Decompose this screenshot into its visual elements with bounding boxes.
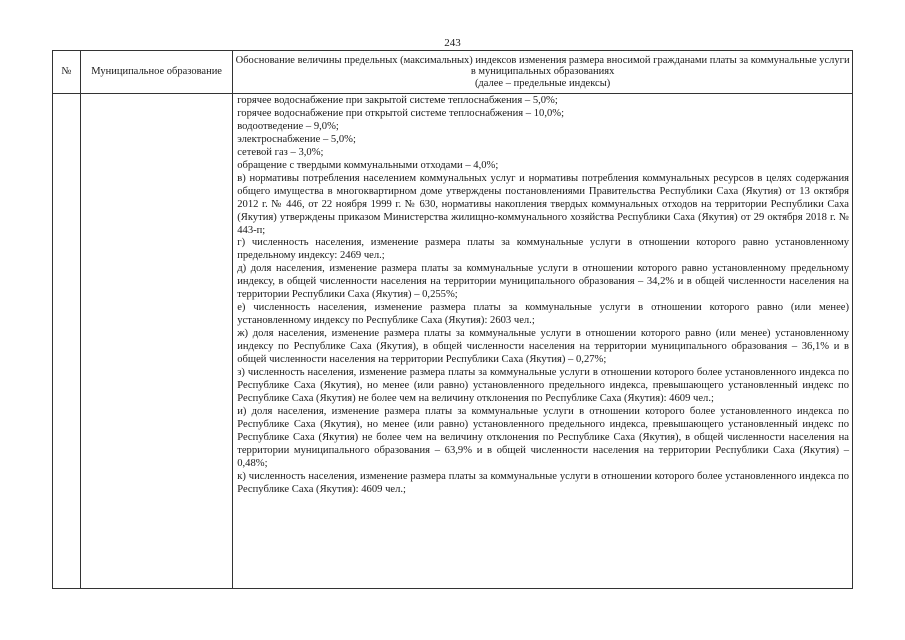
header-justification — [233, 51, 853, 94]
paragraph-e-population: е) численность населения, изменение размера платы за коммунальные услуги в отношении которого равно (или менее) установленному индексу по Республике Саха (Якутия): 2603 чел.; — [237, 302, 849, 327]
row-justification-cell — [233, 94, 853, 589]
paragraph-d-share: д) доля населения, изменение размера платы за коммунальные услуги в отношении которого равно установленному предельному индексу, в общей численности населения на территории муниципального образования – 34,2% и в общей численности населения на территории Республики Саха (Якутия) – 0,255%; — [237, 263, 849, 301]
paragraph-hot-water-closed: горячее водоснабжение при закрытой системе теплоснабжения – 5,0%; — [237, 95, 558, 106]
municipal-index-table — [52, 50, 853, 589]
row-num-cell — [53, 94, 81, 589]
paragraph-gas: сетевой газ – 3,0%; — [237, 146, 324, 158]
paragraph-wastewater: водоотведение – 9,0%; — [237, 120, 339, 132]
paragraph-z-population: з) численность населения, изменение размера платы за коммунальные услуги в отношении которого более установленного индекса по Республике Саха (Якутия), но менее (или равно) установленного предельного индекса, превышающего установленный индекс по Республике Саха (Якутия) не более чем на величину отклонения по Республике Саха (Якутия): 4609 чел.; — [237, 367, 849, 404]
paragraph-solid-waste: обращение с твердыми коммунальными отходами – 4,0%; — [237, 159, 499, 171]
page-number: 243 — [444, 37, 461, 49]
header-continuation-label: (далее – предельные индексы) — [474, 77, 611, 89]
header-municipality-label: Муниципальное образование — [91, 66, 222, 78]
row-municipality-cell — [81, 94, 233, 589]
header-justification-label: Обоснование величины предельных (максимальных) индексов изменения размера вносимой гражданами платы за коммунальные услуги в муниципальных образованиях — [235, 54, 850, 78]
paragraph-i-share: и) доля населения, изменение размера платы за коммунальные услуги в отношении которого более установленного индекса по Республике Саха (Якутия), но менее (или равно) установленного предельного индекса, превышающего установленный индекс по Республике Саха (Якутия) не более чем на величину отклонения по Республике Саха (Якутия), в общей численности населения на территории муниципального образования – 63,9% и в общей численности населения на территории Республики Саха (Якутия) – 0,48%; — [237, 405, 849, 469]
table-header-row — [53, 51, 853, 94]
header-num: № — [53, 51, 81, 94]
table-row — [53, 94, 853, 589]
paragraph-zh-share: ж) доля населения, изменение размера платы за коммунальные услуги в отношении которого равно (или менее) установленному индексу по Республике Саха (Якутия), в общей численности населения на территории муниципального образования – 36,1% и в общей численности населения на территории Республики Саха (Якутия) – 0,27%; — [237, 328, 849, 366]
paragraph-v-norms: в) нормативы потребления населением коммунальных услуг и нормативы потребления коммунальных ресурсов в целях содержания общего имущества в многоквартирном доме утверждены постановлениями Правительства Республики Саха (Якутия) от 13 октября 2012 г. № 446, от 22 ноября 1999 г. № 630, нормативы накопления твердых коммунальных отходов на территории Республики Саха (Якутия) утверждены приказом Министерства жилищно-коммунального хозяйства Республики Саха (Якутия) от 29 октября 2018 г. № 443-п; — [237, 172, 849, 236]
paragraph-hot-water-open: горячее водоснабжение при открытой системе теплоснабжения – 10,0%; — [237, 107, 565, 119]
paragraph-k-population: к) численность населения, изменение размера платы за коммунальные услуги в отношении которого более установленного индекса по Республике Саха (Якутия): 4609 чел.; — [237, 470, 849, 495]
paragraph-electricity: электроснабжение – 5,0%; — [237, 133, 356, 145]
header-municipality — [81, 51, 233, 94]
paragraph-g-population: г) численность населения, изменение размера платы за коммунальные услуги в отношении которого равно установленному предельному индексу: 2469 чел.; — [237, 237, 849, 262]
